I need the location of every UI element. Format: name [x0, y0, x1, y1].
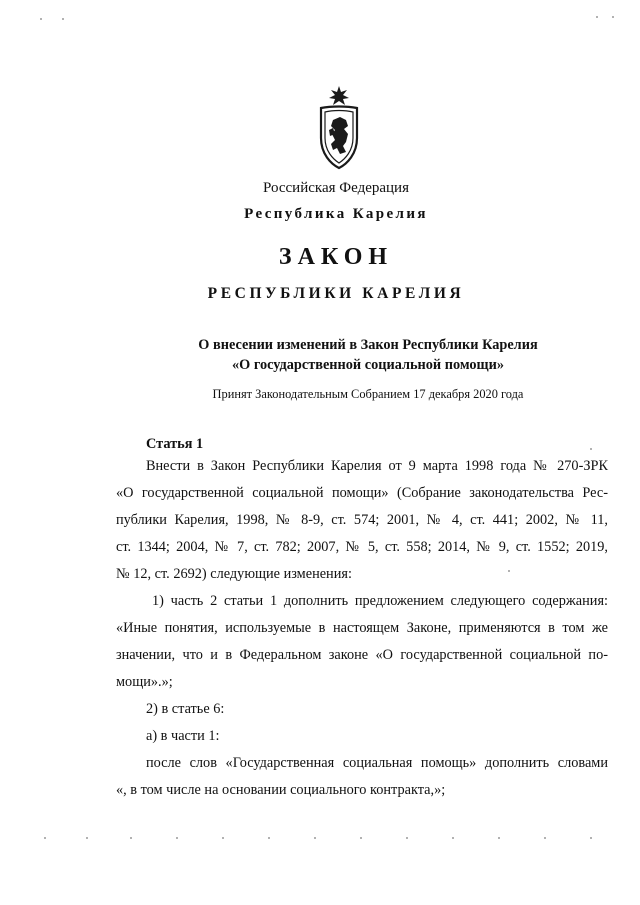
- scan-speck: [612, 16, 614, 18]
- body-text-line: мощи».»;: [116, 674, 173, 690]
- scan-speck: [406, 837, 408, 839]
- scan-speck: [62, 18, 64, 20]
- scan-speck: [314, 837, 316, 839]
- scan-speck: [508, 570, 510, 572]
- act-title: [48, 335, 640, 375]
- adoption-note: Принят Законодательным Собранием 17 декабря 2020 года: [212, 387, 524, 401]
- scan-speck: [596, 16, 598, 18]
- body-text-line: № 12, ст. 2692) следующие изменения:: [116, 566, 352, 582]
- body-text-line: а) в части 1:: [146, 728, 220, 744]
- scan-speck: [498, 837, 500, 839]
- body-text-line: 2) в статье 6:: [146, 701, 225, 717]
- body-text-line: значении, что и в Федеральном законе «О государственной социальной по-: [116, 647, 608, 663]
- body-text-line: «О государственной социальной помощи» (Собрание законодательства Рес-: [116, 485, 608, 501]
- karelia-coat-of-arms-icon: [313, 84, 365, 172]
- body-text-line: «, в том числе на основании социального контракта,»;: [116, 782, 446, 798]
- scan-speck: [44, 837, 46, 839]
- republic-name: Республика Карелия: [244, 206, 428, 222]
- document-type-title: ЗАКОН: [278, 244, 394, 270]
- scan-speck: [452, 837, 454, 839]
- body-text-line: публики Карелия, 1998, № 8-9, ст. 574; 2001, № 4, ст. 441; 2002, № 11,: [116, 512, 608, 528]
- document-issuer: РЕСПУБЛИКИ КАРЕЛИЯ: [207, 285, 465, 302]
- scan-speck: [268, 837, 270, 839]
- body-text-line: Внести в Закон Республики Карелия от 9 марта 1998 года № 270-ЗРК: [146, 458, 608, 474]
- act-title-line: «О государственной социальной помощи»: [231, 357, 505, 373]
- act-title-line: О внесении изменений в Закон Республики Карелия: [198, 337, 538, 353]
- body-text-line: 1) часть 2 статьи 1 дополнить предложением следующего содержания:: [152, 593, 608, 609]
- scan-speck: [222, 837, 224, 839]
- scan-speck: [176, 837, 178, 839]
- scan-speck: [590, 448, 592, 450]
- article-heading: Статья 1: [146, 436, 204, 452]
- scan-speck: [360, 837, 362, 839]
- scan-speck: [40, 18, 42, 20]
- scan-speck: [544, 837, 546, 839]
- scan-speck: [86, 837, 88, 839]
- body-text-line: после слов «Государственная социальная помощь» дополнить словами: [146, 755, 608, 771]
- country-name: Российская Федерация: [263, 180, 409, 196]
- scan-speck: [590, 837, 592, 839]
- body-text-line: «Иные понятия, используемые в настоящем Законе, применяются в том же: [116, 620, 608, 636]
- scan-speck: [130, 837, 132, 839]
- body-text-line: ст. 1344; 2004, № 7, ст. 782; 2007, № 5, ст. 558; 2014, № 9, ст. 1552; 2019,: [116, 539, 608, 555]
